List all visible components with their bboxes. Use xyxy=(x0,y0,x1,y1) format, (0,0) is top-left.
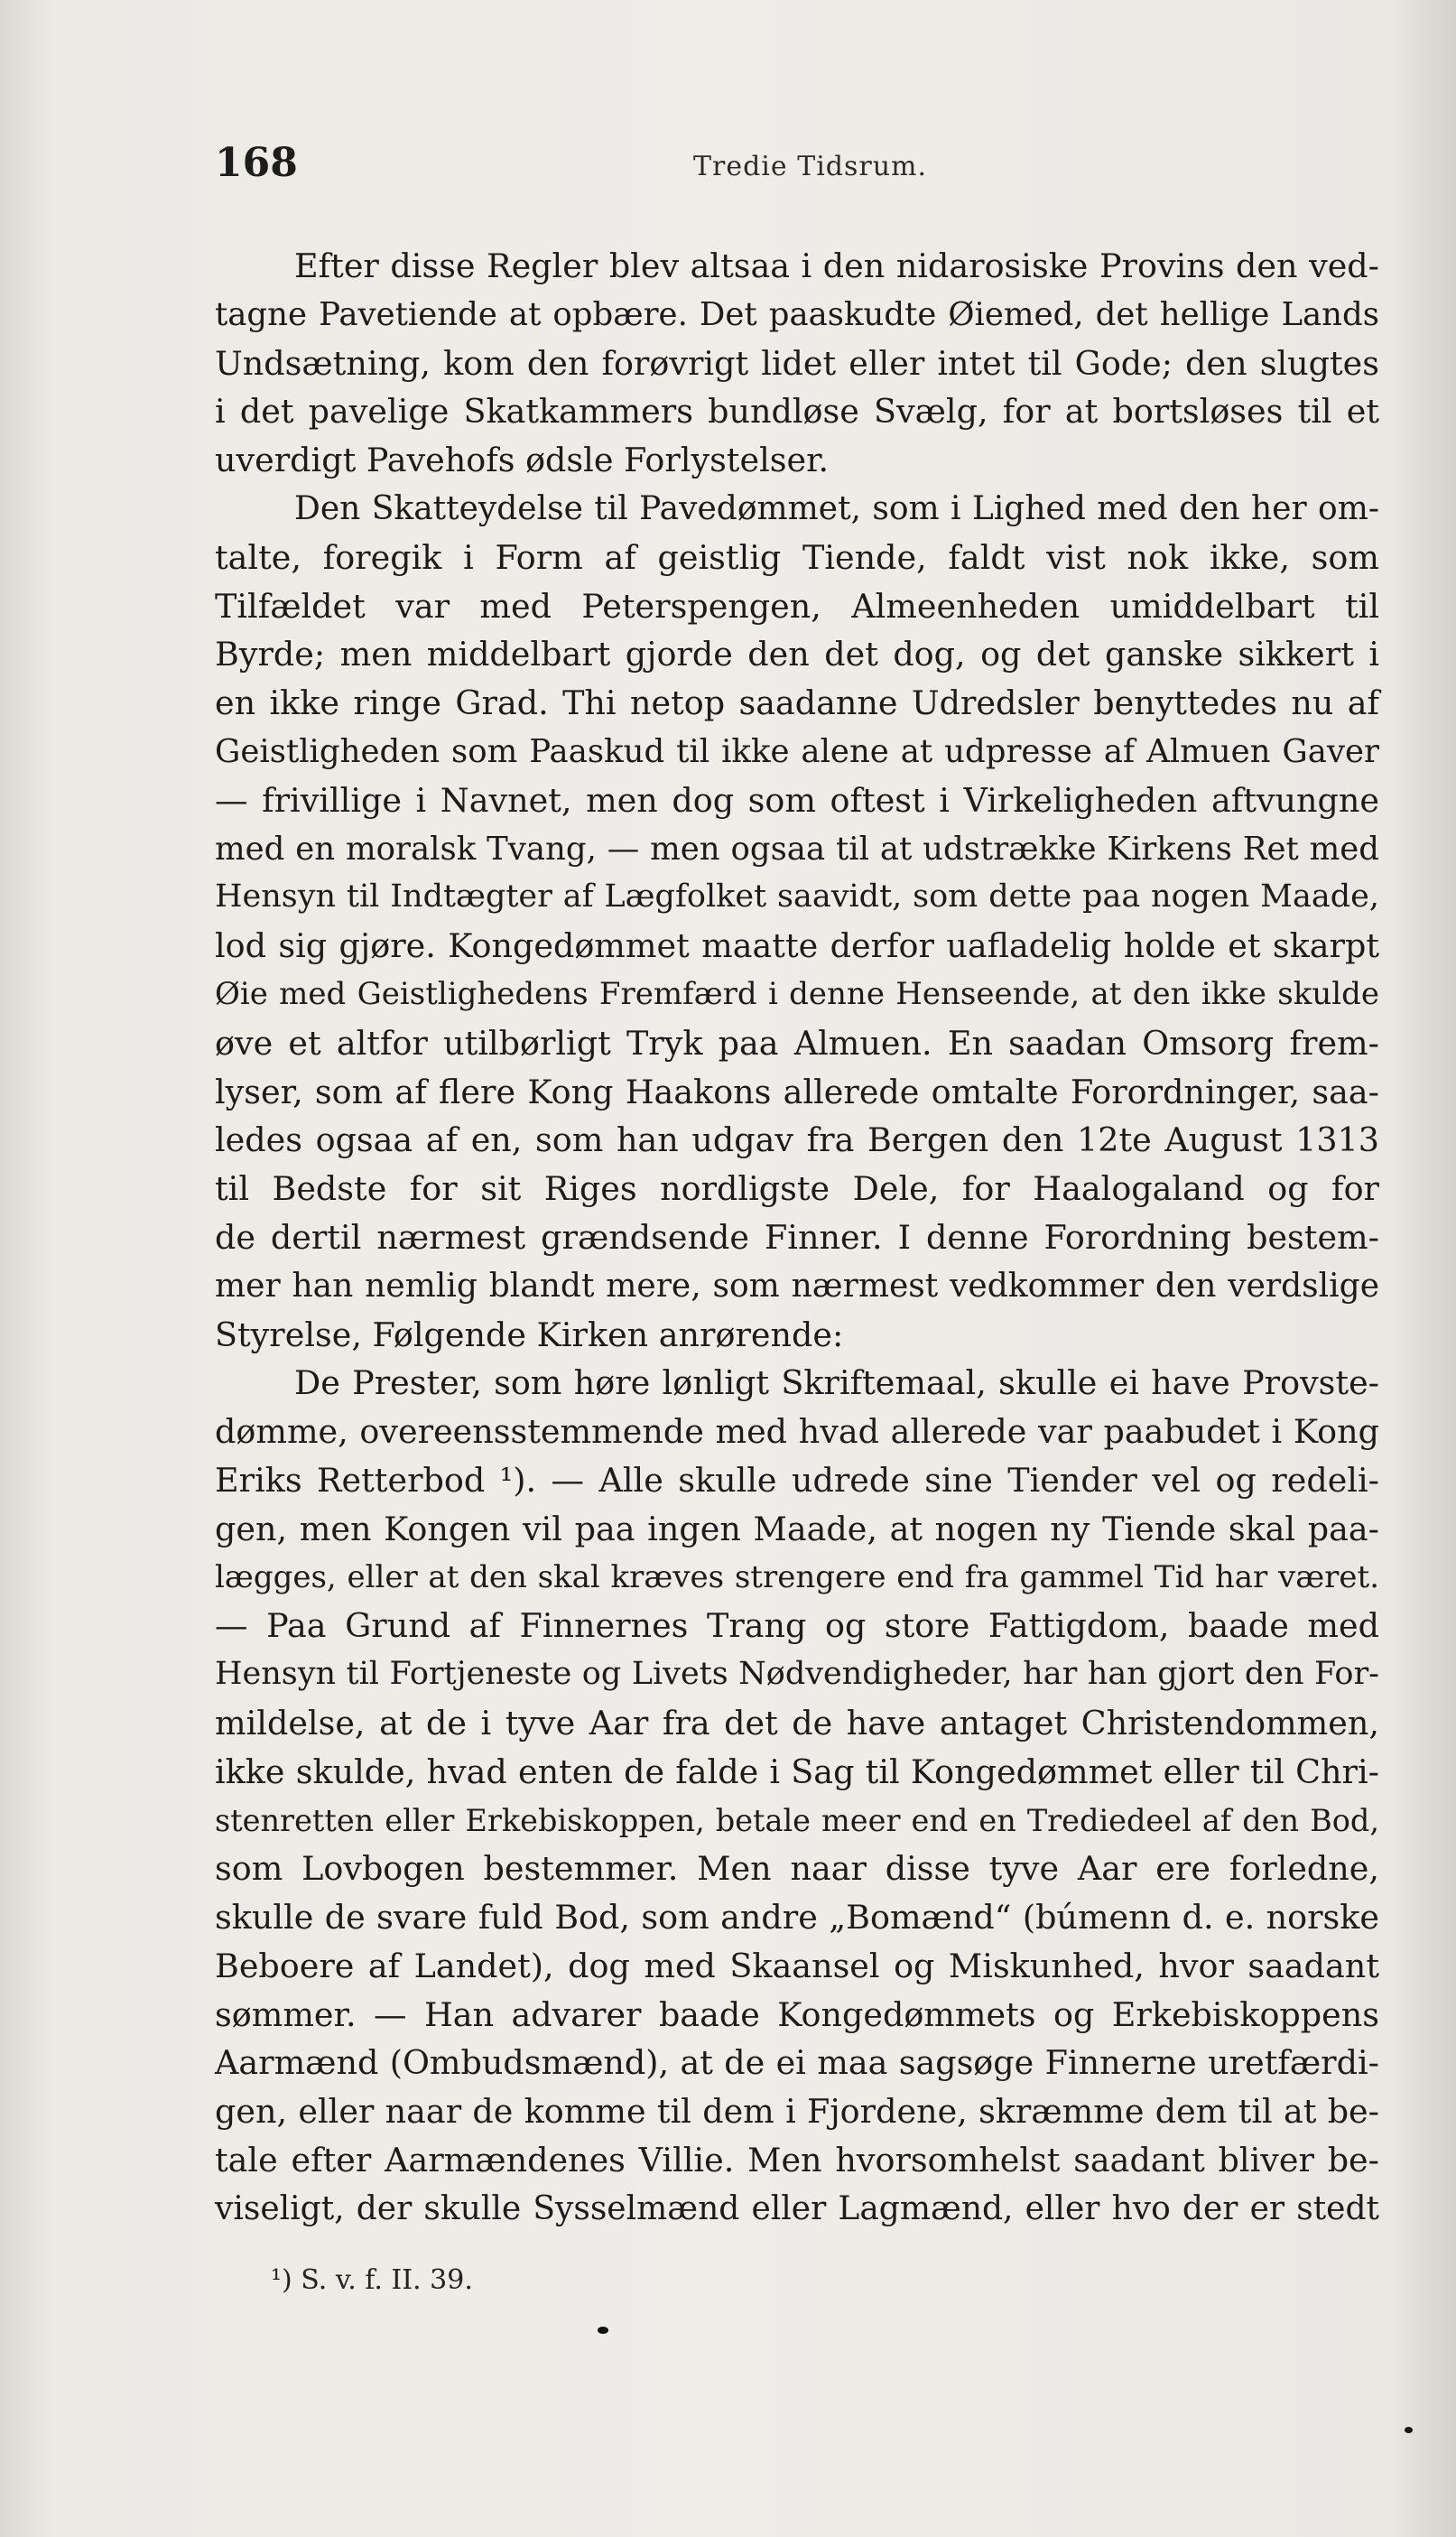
text-line: til Bedste for sit Riges nordligste Dele, for Haalogaland og for xyxy=(215,1169,1379,1209)
text-line: lægges, eller at den skal kræves strengere end fra gammel Tid har været. xyxy=(215,1558,1379,1595)
text-line: med en moralsk Tvang, — men ogsaa til at udstrække Kirkens Ret med xyxy=(215,830,1379,868)
text-line: De Prester, som høre lønligt Skriftemaal, skulle ei have Provste- xyxy=(294,1363,1379,1403)
text-line: talte, foregik i Form af geistlig Tiende, faldt vist nok ikke, som xyxy=(215,537,1379,577)
text-line: — frivillige i Navnet, men dog som oftest i Virkeligheden aftvungne xyxy=(215,780,1379,820)
text-line: mildelse, at de i tyve Aar fra det de have antaget Christendommen, xyxy=(215,1703,1379,1742)
ink-speck xyxy=(598,2327,608,2334)
text-line: de dertil nærmest grændsende Finner. I denne Forordning bestem- xyxy=(215,1217,1379,1257)
text-line: Øie med Geistlighedens Fremfærd i denne Henseende, at den ikke skulde xyxy=(215,975,1379,1012)
text-line: en ikke ringe Grad. Thi netop saadanne Udredsler benyttedes nu af xyxy=(215,683,1379,723)
text-line: sømmer. — Han advarer baade Kongedømmets og Erkebiskoppens xyxy=(215,1994,1379,2034)
text-line: lod sig gjøre. Kongedømmet maatte derfor uafladelig holde et skarpt xyxy=(215,926,1379,966)
text-line: i det pavelige Skatkammers bundløse Svælg, for at bortsløses til et xyxy=(215,392,1379,432)
text-line: Tilfældet var med Peterspengen, Almeenheden umiddelbart til xyxy=(215,586,1379,626)
text-line: Geistligheden som Paaskud til ikke alene at udpresse af Almuen Gaver xyxy=(215,732,1379,770)
text-line: mer han nemlig blandt mere, som nærmest vedkommer den verdslige xyxy=(215,1267,1379,1305)
text-line: Hensyn til Fortjeneste og Livets Nødvendigheder, har han gjort den For- xyxy=(215,1656,1379,1693)
text-line: Hensyn til Indtægter af Lægfolket saavidt, som dette paa nogen Maade, xyxy=(215,878,1379,915)
footnote-area xyxy=(271,2264,812,2296)
page-number: 168 xyxy=(215,140,298,186)
text-line: Den Skatteydelse til Pavedømmet, som i Lighed med den her om- xyxy=(294,489,1379,527)
text-line: viseligt, der skulle Sysselmænd eller Lagmænd, eller hvo der er stedt xyxy=(215,2189,1379,2227)
text-line: dømme, overeensstemmende med hvad allerede var paabudet i Kong xyxy=(215,1412,1379,1452)
text-line: Undsætning, kom den forøvrigt lidet eller intet til Gode; den slugtes xyxy=(215,343,1379,383)
text-line: gen, eller naar de komme til dem i Fjordene, skræmme dem til at be- xyxy=(215,2092,1379,2132)
text-line: skulle de svare fuld Bod, som andre „Bomænd“ (búmenn d. e. norske xyxy=(215,1898,1379,1938)
text-line: Byrde; men middelbart gjorde den det dog, og det ganske sikkert i xyxy=(215,635,1379,674)
text-line: Efter disse Regler blev altsaa i den nidarosiske Provins den ved- xyxy=(294,246,1379,285)
text-line: Beboere af Landet), dog med Skaansel og Miskunhed, hvor saadant xyxy=(215,1946,1379,1985)
text-line: tale efter Aarmændenes Villie. Men hvorsomhelst saadant bliver be- xyxy=(215,2141,1379,2180)
ink-speck xyxy=(1405,2427,1413,2433)
text-line: Styrelse, Følgende Kirken anrørende: xyxy=(215,1315,844,1354)
text-line: Aarmænd (Ombudsmænd), at de ei maa sagsøge Finnerne uretfærdi- xyxy=(215,2043,1379,2083)
text-line: lyser, som af flere Kong Haakons allerede omtalte Forordninger, saa- xyxy=(215,1072,1379,1111)
text-line: øve et altfor utilbørligt Tryk paa Almuen. En saadan Omsorg frem- xyxy=(215,1023,1379,1063)
text-line: ikke skulde, hvad enten de falde i Sag til Kongedømmet eller til Chri- xyxy=(215,1752,1379,1791)
text-line: tagne Pavetiende at opbære. Det paaskudte Øiemed, det hellige Lands xyxy=(215,295,1379,333)
text-line: gen, men Kongen vil paa ingen Maade, at nogen ny Tiende skal paa- xyxy=(215,1509,1379,1548)
footnote: ¹) S. v. f. II. 39. xyxy=(271,2264,473,2296)
text-line: Eriks Retterbod ¹). — Alle skulle udrede sine Tiender vel og redeli- xyxy=(215,1460,1379,1500)
text-line: som Lovbogen bestemmer. Men naar disse tyve Aar ere forledne, xyxy=(215,1849,1379,1889)
running-head: Tredie Tidsrum. xyxy=(693,151,928,182)
text-line: stenretten eller Erkebiskoppen, betale meer end en Trediedeel af den Bod, xyxy=(215,1802,1379,1838)
page-header xyxy=(215,140,1379,194)
text-line: — Paa Grund af Finnernes Trang og store Fattigdom, baade med xyxy=(215,1606,1379,1646)
text-line: uverdigt Pavehofs ødsle Forlystelser. xyxy=(215,441,830,480)
body-text xyxy=(215,242,1379,2234)
text-line: ledes ogsaa af en, som han udgav fra Bergen den 12te August 1313 xyxy=(215,1120,1379,1160)
